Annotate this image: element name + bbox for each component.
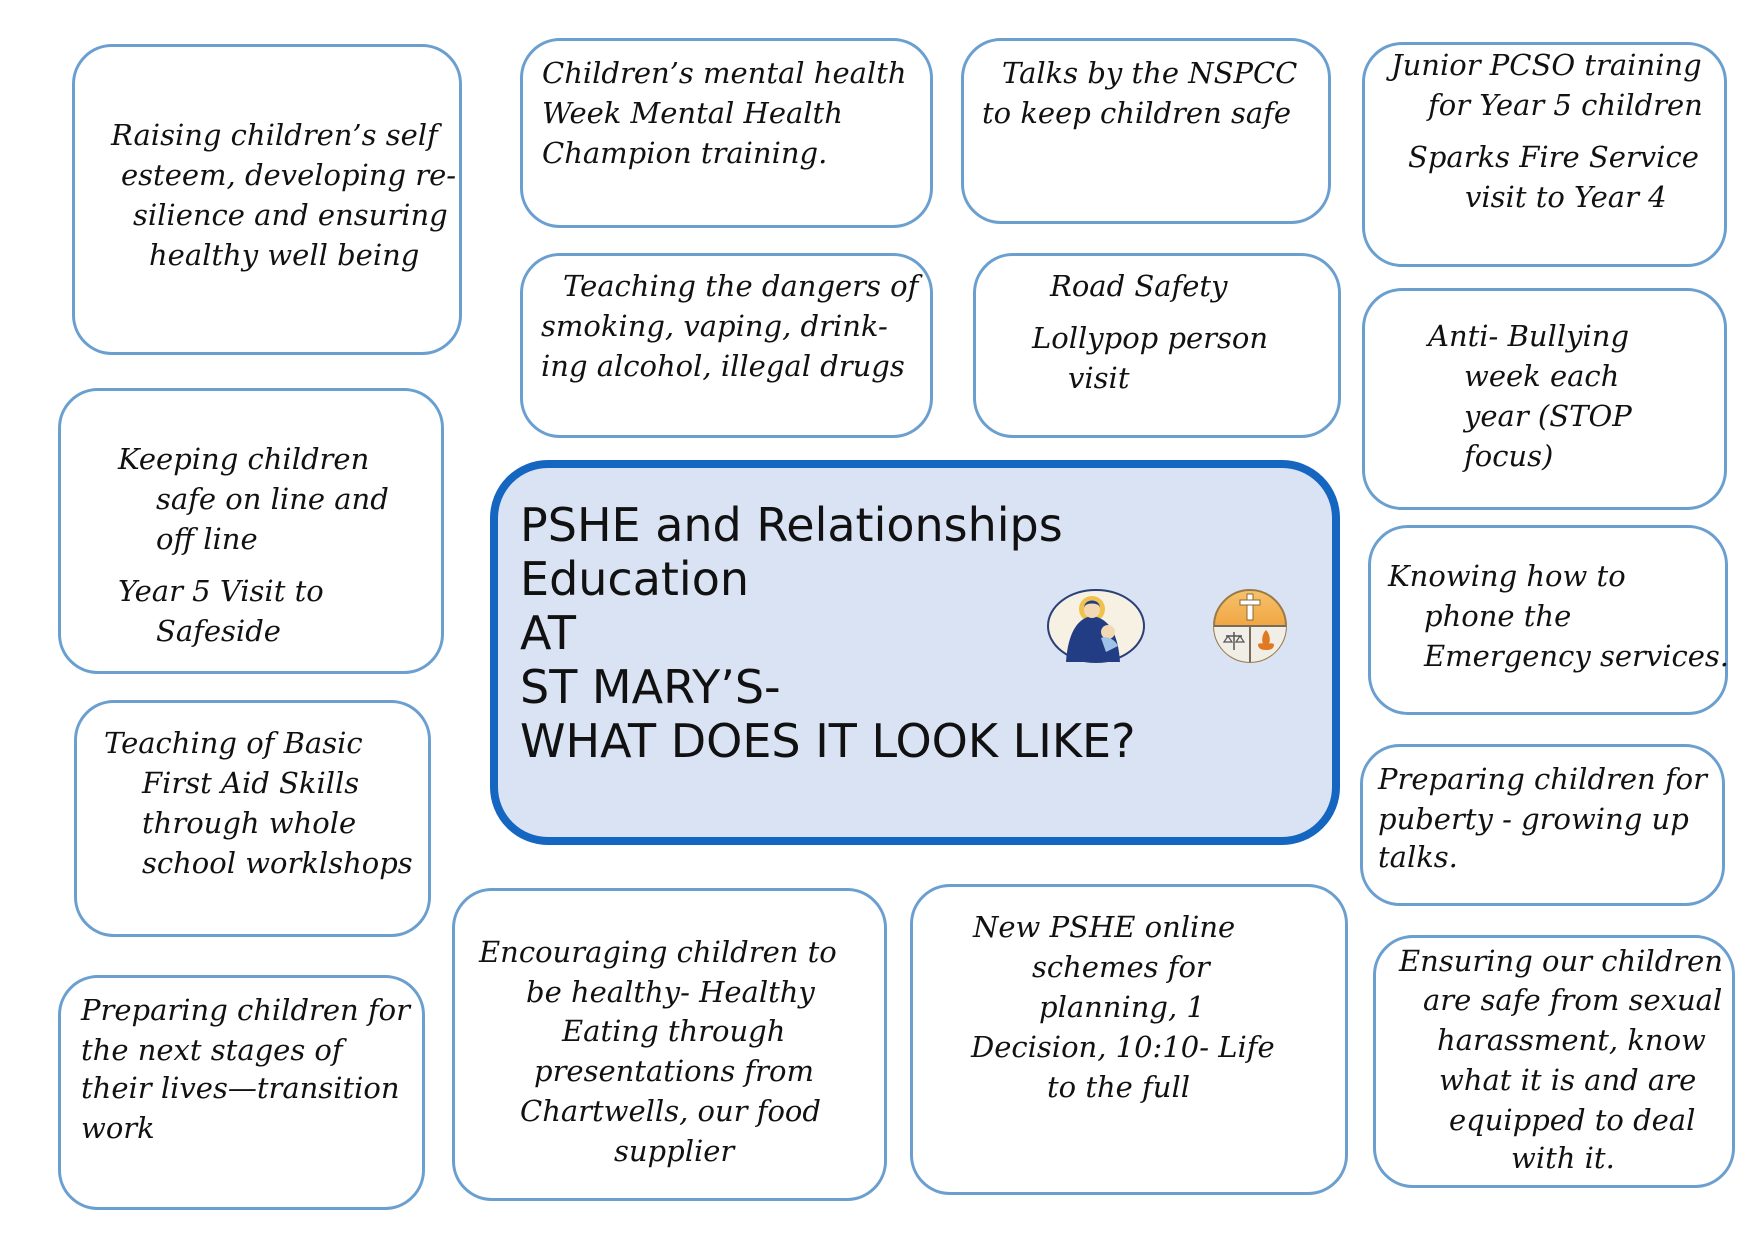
page-title-line: PSHE and Relationships <box>520 498 1063 552</box>
card-text-line: to the full <box>1047 1070 1191 1104</box>
card-mental-health <box>520 38 933 228</box>
card-text-line: focus) <box>1464 439 1554 473</box>
card-text-line: Keeping children <box>118 442 370 476</box>
card-text-line: Week Mental Health <box>542 96 843 130</box>
card-text-line: harassment, know <box>1437 1023 1706 1057</box>
card-text-line: through whole <box>142 806 357 840</box>
card-first-aid <box>74 700 431 937</box>
card-text-line: schemes for <box>1032 950 1210 984</box>
page-title-line: AT <box>520 606 576 660</box>
card-transition <box>58 975 425 1210</box>
card-text-line: Lollypop person <box>1032 321 1269 355</box>
card-anti-bullying <box>1362 288 1727 510</box>
card-text-line: their lives—transition <box>81 1071 400 1105</box>
card-text-line: with it. <box>1511 1141 1615 1175</box>
card-text-line: Anti- Bullying <box>1428 319 1630 353</box>
card-emergency <box>1368 525 1728 715</box>
card-text-line: Champion training. <box>542 136 828 170</box>
page-title-line: WHAT DOES IT LOOK LIKE? <box>520 714 1136 768</box>
card-nspcc <box>961 38 1331 224</box>
card-online-safety <box>58 388 444 674</box>
card-text-line: Teaching of Basic <box>104 726 363 760</box>
card-text-line: planning, 1 <box>1039 990 1205 1024</box>
card-text-line: year (STOP <box>1464 399 1632 433</box>
card-text-line: Talks by the NSPCC <box>1002 56 1298 90</box>
card-pcso <box>1362 42 1727 267</box>
card-text-line: Year 5 Visit to <box>118 574 324 608</box>
card-harassment <box>1373 935 1735 1188</box>
page-title-line: Education <box>520 552 750 606</box>
card-text-line: safe on line and <box>156 482 389 516</box>
card-text-line: silience and ensuring <box>133 198 448 232</box>
card-text-line: what it is and are <box>1439 1063 1697 1097</box>
card-text-line: Preparing children for <box>1378 762 1707 796</box>
card-text-line: Eating through <box>562 1014 786 1048</box>
card-text-line: be healthy- Healthy <box>526 975 815 1009</box>
card-text-line: Road Safety <box>1050 269 1228 303</box>
card-text-line: Teaching the dangers of <box>563 269 919 303</box>
card-text-line: Preparing children for <box>81 993 410 1027</box>
card-text-line: Ensuring our children <box>1399 944 1723 978</box>
card-self-esteem <box>72 44 462 355</box>
card-text-line: visit <box>1068 361 1130 395</box>
card-text-line: Sparks Fire Service <box>1408 140 1699 174</box>
card-text-line: First Aid Skills <box>142 766 360 800</box>
page-title-line: ST MARY’S- <box>520 660 781 714</box>
title-panel <box>490 460 1340 845</box>
card-text-line: Knowing how to <box>1388 559 1626 593</box>
card-text-line: to keep children safe <box>982 96 1292 130</box>
card-text-line: week each <box>1464 359 1620 393</box>
card-text-line: talks. <box>1378 840 1458 874</box>
card-text-line: puberty - growing up <box>1378 802 1689 836</box>
cross-and-scales-crest-icon <box>1200 588 1300 664</box>
card-text-line: supplier <box>614 1134 735 1168</box>
card-dangers <box>520 253 933 438</box>
card-text-line: phone the <box>1424 599 1572 633</box>
card-road-safety <box>973 253 1341 438</box>
card-text-line: healthy well being <box>149 238 420 272</box>
card-healthy <box>452 888 887 1201</box>
card-text-line: work <box>81 1111 155 1145</box>
card-text-line: off line <box>156 522 258 556</box>
card-text-line: visit to Year 4 <box>1465 180 1667 214</box>
card-text-line: are safe from sexual <box>1423 983 1723 1017</box>
madonna-and-child-icon <box>1046 588 1146 664</box>
card-text-line: school worklshops <box>142 846 413 880</box>
card-text-line: Chartwells, our food <box>520 1094 821 1128</box>
card-text-line: Children’s mental health <box>542 56 907 90</box>
card-text-line: for Year 5 children <box>1428 88 1703 122</box>
card-text-line: smoking, vaping, drink- <box>541 309 888 343</box>
card-text-line: equipped to deal <box>1449 1103 1696 1137</box>
card-text-line: the next stages of <box>81 1033 343 1067</box>
card-text-line: Decision, 10:10- Life <box>971 1030 1275 1064</box>
card-text-line: presentations from <box>534 1054 814 1088</box>
card-text-line: Emergency services. <box>1424 639 1730 673</box>
card-text-line: New PSHE online <box>973 910 1236 944</box>
card-text-line: Encouraging children to <box>479 935 837 969</box>
card-puberty <box>1360 744 1725 906</box>
card-text-line: esteem, developing re- <box>121 158 457 192</box>
card-text-line: Safeside <box>156 614 281 648</box>
card-text-line: ing alcohol, illegal drugs <box>541 349 905 383</box>
card-text-line: Junior PCSO training <box>1391 48 1702 82</box>
card-text-line: Raising children’s self <box>111 118 438 152</box>
card-online-schemes <box>910 884 1348 1195</box>
